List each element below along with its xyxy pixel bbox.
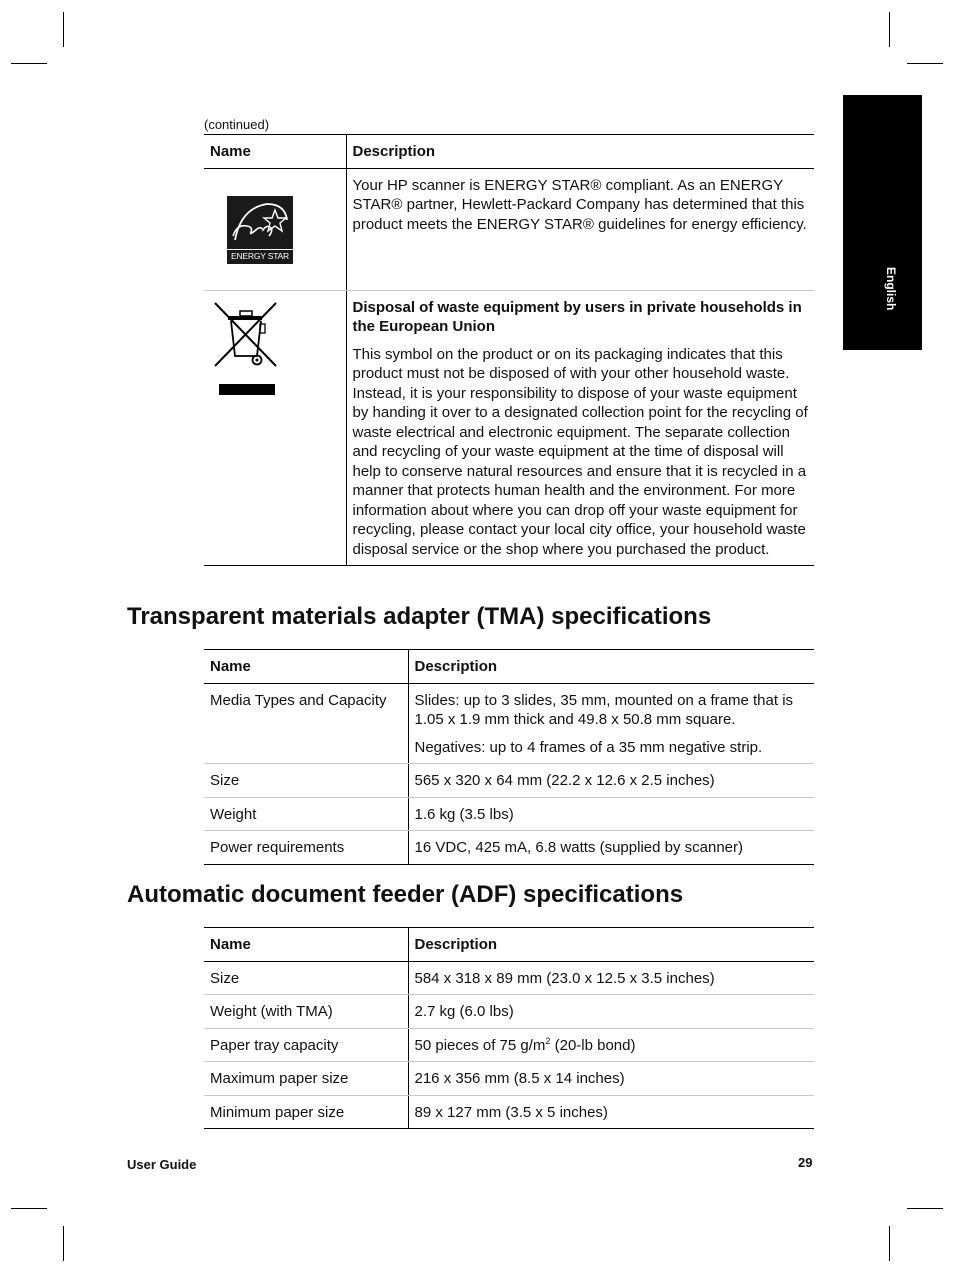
crop-mark [63,12,64,47]
crop-mark [11,1208,47,1209]
description-cell [346,290,814,566]
table-header-row [204,928,814,962]
column-header-name: Name [204,135,346,169]
table-row [204,831,814,865]
crop-mark [63,1226,64,1261]
name-cell: Weight (with TMA) [204,995,408,1029]
crossed-out-wheeled-bin-icon [214,302,340,404]
table-row [204,683,814,764]
table-row [204,1095,814,1129]
description-text: (20-lb bond) [550,1036,636,1054]
name-cell: Size [204,764,408,798]
adf-spec-table [204,927,814,1129]
description-cell: 584 x 318 x 89 mm (23.0 x 12.5 x 3.5 inches) [408,961,814,995]
column-header-description: Description [408,650,814,684]
language-tab-label: English [884,267,898,311]
name-cell: Paper tray capacity [204,1028,408,1062]
crop-mark [907,1208,943,1209]
description-cell [408,683,814,764]
table-row [204,1028,814,1062]
table-row [204,764,814,798]
environment-table [204,134,814,566]
table-row [204,290,814,566]
name-cell: Power requirements [204,831,408,865]
table-header-row [204,650,814,684]
description-text: 50 pieces of 75 g/m [414,1036,546,1054]
tma-heading: Transparent materials adapter (TMA) specifications [127,603,712,630]
description-cell: 16 VDC, 425 mA, 6.8 watts (supplied by scanner) [408,831,814,865]
column-header-description: Description [408,928,814,962]
description-text: Negatives: up to 4 frames of a 35 mm negative strip. [414,738,763,756]
description-cell: 2.7 kg (6.0 lbs) [408,995,814,1029]
description-cell: 565 x 320 x 64 mm (22.2 x 12.6 x 2.5 inches) [408,764,814,798]
adf-heading: Automatic document feeder (ADF) specifications [127,881,684,908]
crop-mark [907,63,943,64]
table-row [204,1062,814,1096]
name-cell: Maximum paper size [204,1062,408,1096]
footer-title: User Guide [127,1157,197,1172]
table-row [204,995,814,1029]
weee-title: Disposal of waste equipment by users in private households in the European Union [352,298,802,335]
table-row [204,961,814,995]
description-cell [346,168,814,290]
column-header-description: Description [346,135,814,169]
name-cell [204,290,346,566]
name-cell: Weight [204,797,408,831]
table-row [204,168,814,290]
energy-star-description: Your HP scanner is ENERGY STAR® compliant. As an ENERGY STAR® partner, Hewlett-Packard Company has determined that this product meets the ENERGY STAR® guidelines for energy efficiency. [352,176,807,233]
energy-star-text: ENERGY STAR [227,249,293,262]
table-row [204,797,814,831]
language-tab [843,95,922,350]
energy-star-logo-icon [227,196,293,264]
tma-spec-table [204,649,814,865]
name-cell: Media Types and Capacity [204,683,408,764]
table-header-row [204,135,814,169]
weee-description: This symbol on the product or on its packaging indicates that this product must not be disposed of with your other household waste. Instead, it is your responsibility to dispose of your waste equipment by handing it over to a designated collection point for the recycling of waste electrical and electronic equipment. The separate collection and recycling of your waste equipment at the time of disposal will help to conserve natural resources and ensure that it is recycled in a manner that protects human health and the environment. For more information about where you can drop off your waste equipment for recycling, please contact your local city office, your household waste disposal service or the shop where you purchased the product. [352,345,808,558]
crop-mark [889,1226,890,1261]
name-cell: Size [204,961,408,995]
name-cell: Minimum paper size [204,1095,408,1129]
name-cell [204,168,346,290]
description-cell: 216 x 356 mm (8.5 x 14 inches) [408,1062,814,1096]
superscript: 2 [545,1035,551,1046]
description-cell [408,1028,814,1062]
continued-label: (continued) [204,117,270,132]
crop-mark [11,63,47,64]
page-number: 29 [798,1155,813,1170]
description-cell: 89 x 127 mm (3.5 x 5 inches) [408,1095,814,1129]
description-cell: 1.6 kg (3.5 lbs) [408,797,814,831]
description-text: Slides: up to 3 slides, 35 mm, mounted on a frame that is 1.05 x 1.9 mm thick and 49.8 x 50.8 mm square. [414,691,794,728]
column-header-name: Name [204,650,408,684]
crop-mark [889,12,890,47]
column-header-name: Name [204,928,408,962]
